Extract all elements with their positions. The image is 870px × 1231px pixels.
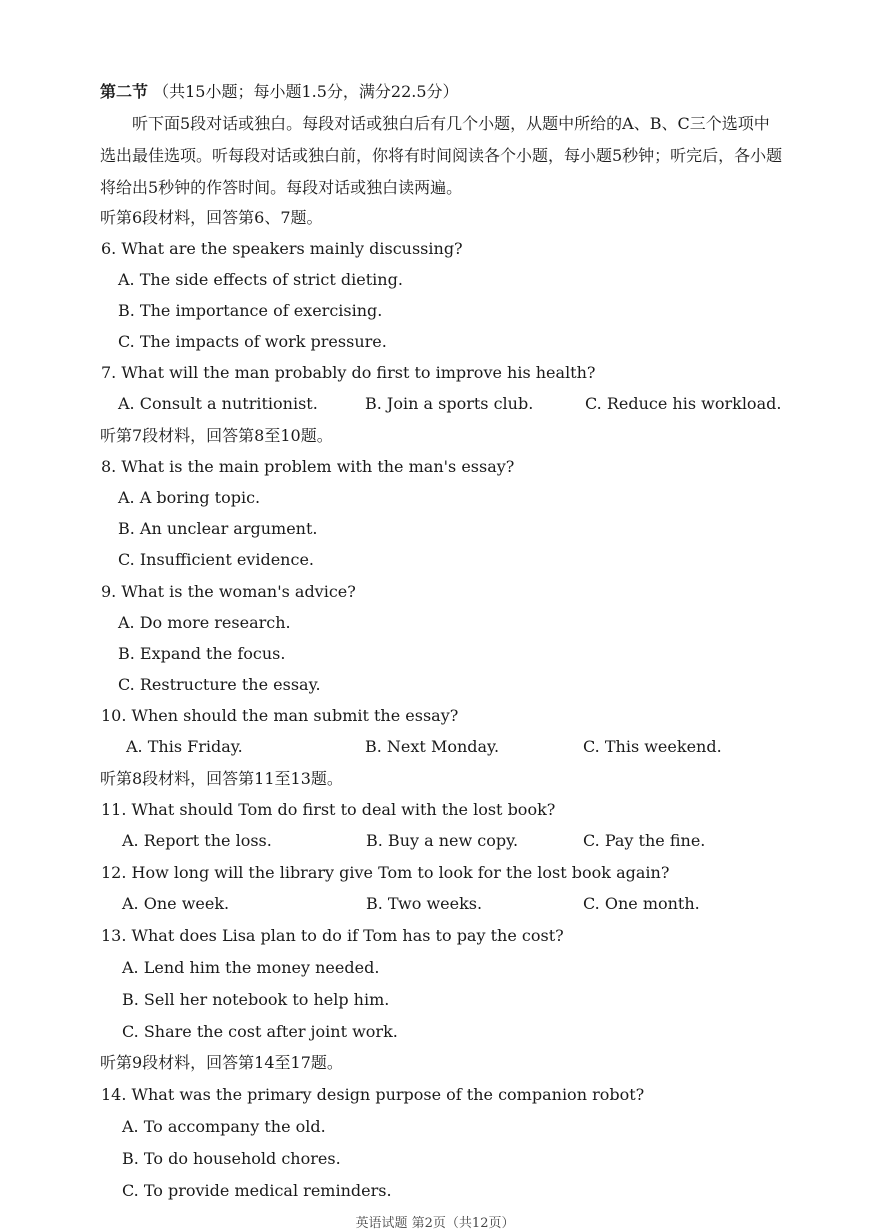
option-a: A. This Friday. — [126, 737, 243, 756]
option-c: C. This weekend. — [583, 737, 722, 756]
option-b: B. To do household chores. — [122, 1149, 341, 1168]
option-b: B. Join a sports club. — [365, 394, 534, 413]
section-title: 第二节 — [100, 82, 149, 101]
material-header: 听第6段材料，回答第6、7题。 — [100, 208, 323, 227]
question-stem: 9. What is the woman's advice? — [101, 582, 356, 601]
option-c: C. Insufficient evidence. — [118, 550, 314, 569]
page-footer: 英语试题 第2页（共12页） — [355, 1216, 515, 1231]
section-instructions-line-1: 听下面5段对话或独白。每段对话或独白后有几个小题，从题中所给的A、B、C三个选项中 — [132, 114, 770, 133]
option-c: C. Share the cost after joint work. — [122, 1022, 398, 1041]
option-b: B. The importance of exercising. — [118, 301, 383, 320]
option-a: A. The side effects of strict dieting. — [118, 270, 403, 289]
option-b: B. Expand the focus. — [118, 644, 286, 663]
option-b: B. Sell her notebook to help him. — [122, 990, 390, 1009]
question-stem: 7. What will the man probably do first to improve his health? — [101, 363, 596, 382]
question-stem: 12. How long will the library give Tom to look for the lost book again? — [101, 863, 670, 882]
option-a: A. A boring topic. — [118, 488, 261, 507]
section-instructions-line-3: 将给出5秒钟的作答时间。每段对话或独白读两遍。 — [100, 178, 463, 197]
option-a: A. Lend him the money needed. — [122, 958, 380, 977]
option-b: B. Buy a new copy. — [366, 831, 519, 850]
question-stem: 14. What was the primary design purpose of the companion robot? — [101, 1085, 645, 1104]
material-header: 听第9段材料，回答第14至17题。 — [100, 1053, 343, 1072]
option-c: C. Pay the fine. — [583, 831, 706, 850]
section-note: （共15小题；每小题1.5分，满分22.5分） — [153, 82, 459, 101]
option-a: A. One week. — [122, 894, 230, 913]
option-c: C. The impacts of work pressure. — [118, 332, 387, 351]
option-c: C. Reduce his workload. — [585, 394, 782, 413]
option-a: A. Consult a nutritionist. — [118, 394, 318, 413]
material-header: 听第7段材料，回答第8至10题。 — [100, 426, 333, 445]
option-b: B. Next Monday. — [365, 737, 500, 756]
option-a: A. Report the loss. — [122, 831, 272, 850]
option-b: B. An unclear argument. — [118, 519, 318, 538]
question-stem: 13. What does Lisa plan to do if Tom has to pay the cost? — [101, 926, 564, 945]
section-heading — [100, 80, 459, 104]
question-stem: 6. What are the speakers mainly discussing? — [101, 239, 463, 258]
material-header: 听第8段材料，回答第11至13题。 — [100, 769, 343, 788]
question-stem: 10. When should the man submit the essay? — [101, 706, 459, 725]
option-b: B. Two weeks. — [366, 894, 483, 913]
section-instructions-line-2: 选出最佳选项。听每段对话或独白前，你将有时间阅读各个小题，每小题5秒钟；听完后，各小题 — [100, 146, 783, 165]
option-c: C. To provide medical reminders. — [122, 1181, 392, 1200]
option-a: A. Do more research. — [118, 613, 291, 632]
question-stem: 11. What should Tom do first to deal with the lost book? — [101, 800, 556, 819]
option-c: C. One month. — [583, 894, 700, 913]
option-a: A. To accompany the old. — [122, 1117, 326, 1136]
question-stem: 8. What is the main problem with the man's essay? — [101, 457, 515, 476]
option-c: C. Restructure the essay. — [118, 675, 321, 694]
